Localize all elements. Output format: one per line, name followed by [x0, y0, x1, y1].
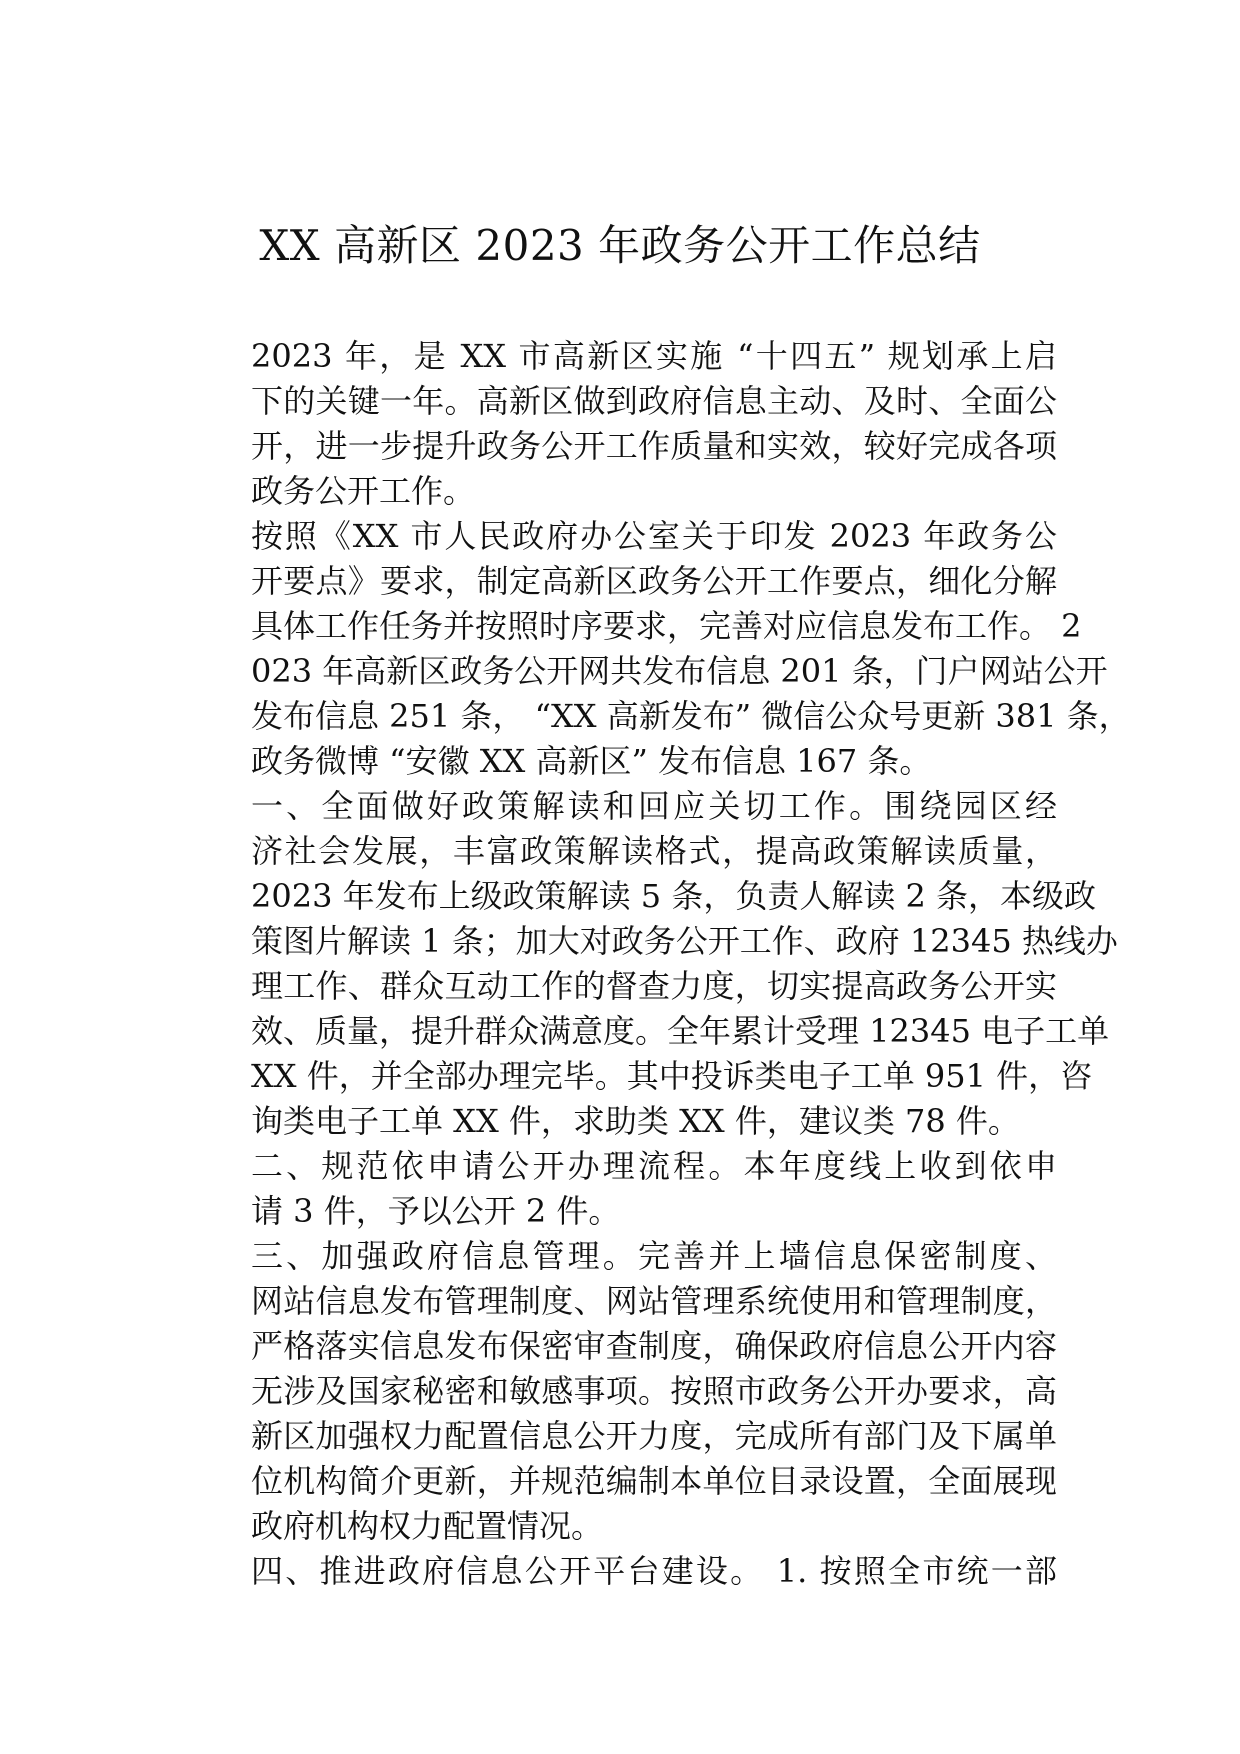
paragraph-section-4: [187, 1549, 1057, 1594]
text-line: 开要点》要求，制定高新区政务公开工作要点，细化分解: [251, 562, 1057, 600]
text-line: 效、质量，提升群众满意度。全年累计受理 12345 电子工单: [251, 1012, 1110, 1050]
text-line: 开，进一步提升政务公开工作质量和实效，较好完成各项: [251, 427, 1057, 465]
text-line: 新区加强权力配置信息公开力度，完成所有部门及下属单: [251, 1417, 1057, 1455]
text-line: 三、加强政府信息管理。完善并上墙信息保密制度、: [251, 1237, 1057, 1275]
paragraph-intro: [187, 334, 1057, 514]
text-line: 按照《XX 市人民政府办公室关于印发 2023 年政务公: [251, 517, 1057, 555]
text-line: 政务公开工作。: [251, 472, 476, 510]
text-line: 具体工作任务并按照时序要求，完善对应信息发布工作。 2: [251, 607, 1082, 645]
paragraph-section-3: [187, 1234, 1057, 1549]
text-line: 2023 年发布上级政策解读 5 条，负责人解读 2 条，本级政: [251, 877, 1097, 915]
text-line: 无涉及国家秘密和敏感事项。按照市政务公开办要求，高: [251, 1372, 1057, 1410]
text-line: 策图片解读 1 条；加大对政务公开工作、政府 12345 热线办: [251, 922, 1118, 960]
text-line: 请 3 件，予以公开 2 件。: [251, 1192, 621, 1230]
text-line: 发布信息 251 条， “XX 高新发布” 微信公众号更新 381 条，: [251, 697, 1131, 735]
document-body: [187, 334, 1131, 1594]
paragraph-section-1: [187, 784, 1118, 1144]
text-line: 023 年高新区政务公开网共发布信息 201 条，门户网站公开: [251, 652, 1108, 690]
text-line: 理工作、群众互动工作的督查力度，切实提高政务公开实: [251, 967, 1057, 1005]
text-line: 位机构简介更新，并规范编制本单位目录设置，全面展现: [251, 1462, 1057, 1500]
paragraph-section-2: [187, 1144, 1057, 1234]
text-line: 一、全面做好政策解读和回应关切工作。围绕园区经: [251, 787, 1057, 825]
text-line: 政务微博 “安徽 XX 高新区” 发布信息 167 条。: [251, 742, 932, 780]
text-line: 政府机构权力配置情况。: [251, 1507, 604, 1545]
text-line: 2023 年，是 XX 市高新区实施 “十四五” 规划承上启: [251, 337, 1057, 375]
text-line: 网站信息发布管理制度、网站管理系统使用和管理制度，: [251, 1282, 1057, 1320]
paragraph-key-points: [187, 514, 1131, 784]
text-line: 严格落实信息发布保密审查制度，确保政府信息公开内容: [251, 1327, 1057, 1365]
text-line: 四、推进政府信息公开平台建设。 1. 按照全市统一部: [251, 1552, 1057, 1590]
text-line: XX 件，并全部办理完毕。其中投诉类电子工单 951 件，咨: [251, 1057, 1093, 1095]
text-line: 询类电子工单 XX 件，求助类 XX 件，建议类 78 件。: [251, 1102, 1020, 1140]
text-line: 下的关键一年。高新区做到政府信息主动、及时、全面公: [251, 382, 1057, 420]
document-title: XX 高新区 2023 年政务公开工作总结: [259, 221, 981, 270]
text-line: 二、规范依申请公开办理流程。本年度线上收到依申: [251, 1147, 1057, 1185]
text-line: 济社会发展，丰富政策解读格式，提高政策解读质量，: [251, 832, 1057, 870]
